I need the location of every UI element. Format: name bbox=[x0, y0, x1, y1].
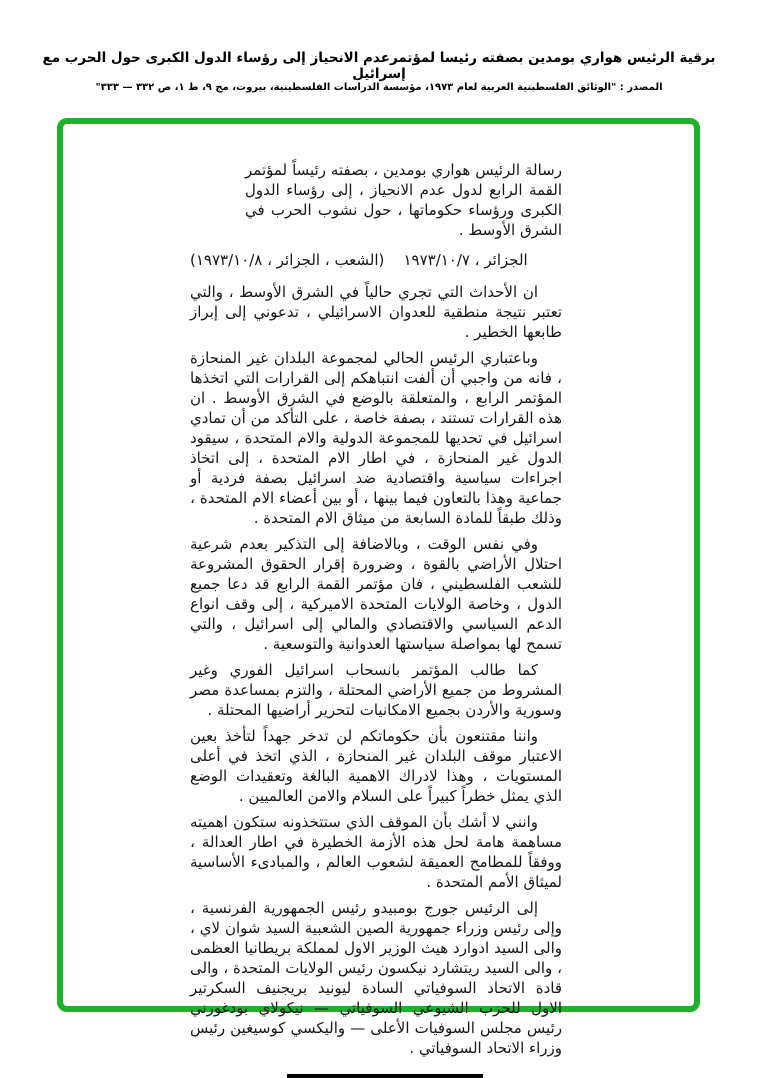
paragraph-3: وفي نفس الوقت ، وبالاضافة إلى التذكير بعدم شرعية احتلال الأراضي بالقوة ، وضرورة إقرار الحقوق المشروعة للشعب الفلسطيني ، فان مؤتمر القمة الرابع قد دعا جميع الدول ، وخاصة الولايات المتحدة الاميركية ، إلى وقف انواع الدعم السياسي والاقتصادي والمالي إلى اسرائيل ، والتي تسمح لها بمواصلة سياستها العدوانية والتوسعية . bbox=[190, 535, 562, 653]
end-rule bbox=[287, 1074, 483, 1078]
page-title: برقية الرئيس هواري بومدين بصفته رئيسا لمؤتمرعدم الانحياز إلى رؤساء الدول الكبرى حول الحرب مع إسرائيل bbox=[42, 50, 716, 82]
document-frame bbox=[57, 118, 700, 1057]
letter-heading: رسالة الرئيس هواري بومدين ، بصفته رئيساً لمؤتمر القمة الرابع لدول عدم الانحياز ، إلى رؤساء الدول الكبرى ورؤساء حكوماتها ، حول نشوب الحرب في الشرق الأوسط . bbox=[245, 161, 562, 239]
paragraph-6: وانني لا أشك بأن الموقف الذي ستتخذونه ستكون اهميته مساهمة هامة لحل هذه الأزمة الخطيرة في اطار العدالة ، ووفقاً للمطامح العميقة لشعوب العالم ، والمبادىء الأساسية لميثاق الأمم المتحدة . bbox=[190, 813, 562, 891]
paragraph-4: كما طالب المؤتمر بانسحاب اسرائيل الفوري وغير المشروط من جميع الأراضي المحتلة ، والتزم بمساعدة مصر وسورية والأردن بجميع الامكانيات لتحرير أراضيها المحتلة . bbox=[190, 661, 562, 719]
paragraph-1: ان الأحداث التي تجري حالياً في الشرق الأوسط ، والتي تعتبر نتيجة منطقية للعدوان الاسرائيلي ، تدعوني إلى إبراز طابعها الخطير . bbox=[190, 283, 562, 341]
paragraph-5: واننا مقتنعون بأن حكوماتكم لن تدخر جهداً لتأخذ بعين الاعتبار موقف البلدان غير المنحازة ، الذي اتخذ في أعلى المستويات ، وهذا لادراك الاهمية البالغة وتعقيدات الوضع الذي يمثل خطراً كبيراً على السلام والامن العالميين . bbox=[190, 727, 562, 805]
document-body bbox=[190, 160, 562, 1078]
dateline: الجزائر ، ١٩٧٣/١٠/٧ (الشعب ، الجزائر ، ١٩٧٣/١٠/٨) bbox=[190, 251, 528, 269]
paragraph-addressees: إلى الرئيس جورج بومبيدو رئيس الجمهورية الفرنسية ، وإلى رئيس وزراء جمهورية الصين الشعبية السيد شوان لاي ، والى السيد ادوارد هيث الوزير الاول لمملكة بريطانيا العظمى ، والى السيد ريتشارد نيكسون رئيس الولايات المتحدة ، والى قادة الاتحاد السوفياتي السادة ليونيد بريجنيف السكرتير الاول للحزب الشيوعي السوفياتي — نيكولاي بودغورني رئيس مجلس السوفيات الأعلى — واليكسي كوسيغين رئيس وزراء الاتحاد السوفياتي . bbox=[190, 899, 562, 1057]
source-citation: المصدر : "الوثائق الفلسطينية العربية لعام ١٩٧٣، مؤسسة الدراسات الفلسطينية، بيروت، مج ٩، ط ١، ص ٣٣٢ — ٣٣٣" bbox=[95, 82, 663, 93]
paragraph-2: وباعتباري الرئيس الحالي لمجموعة البلدان غير المنحازة ، فانه من واجبي أن ألفت انتباهكم إلى القرارات التي اتخذها المؤتمر الرابع ، والمتعلقة بالوضع في الشرق الأوسط . ان هذه القرارات تستند ، بصفة خاصة ، على التأكد من أن تمادي اسرائيل في تحديها للمجموعة الدولية والام المتحدة ، سيقود الدول غير المنحازة ، في اطار الام المتحدة ، إلى اتخاذ اجراءات سياسية واقتصادية ضد اسرائيل بصفة فردية أو جماعية وهذا بالتعاون فيما بينها ، أو بين أعضاء الام المتحدة ، وذلك طبقاً للمادة السابعة من ميثاق الام المتحدة . bbox=[190, 349, 562, 527]
